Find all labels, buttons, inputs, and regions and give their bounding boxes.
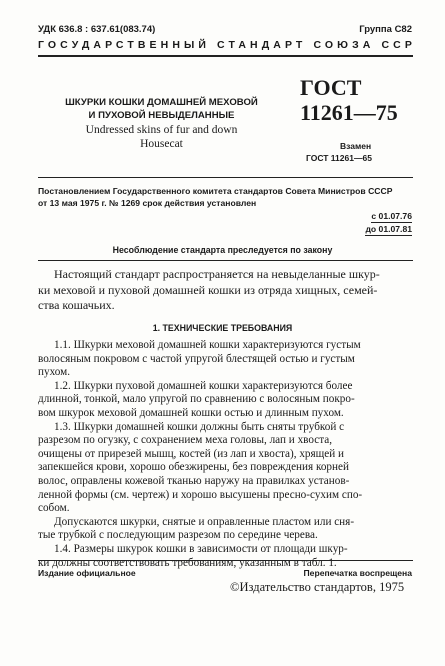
text-line: длинной, тонкой, мало упругой по сравнению с волосяным покро- [38,393,355,406]
legal-notice: Несоблюдение стандарта преследуется по закону [112,245,333,255]
text-line: пухом. [38,366,71,379]
text-line: ленной формы (см. чертеж) и хорошо высушены пресно-сухим спо- [38,488,363,501]
udk-code: УДК 636.8 : 637.61(083.74) [38,24,156,35]
intro-line: ства кошачьих. [38,298,115,313]
valid-from: с 01.07.76 [371,211,412,221]
title-en-line2: Housecat [140,138,183,150]
paragraph-extra [38,516,412,543]
title-rule [38,177,413,178]
gost-number: 11261—75 [300,100,398,125]
intro-line: ки меховой и пуховой домашней кошки из отряда хищных, семей- [38,282,378,297]
text-line: тые трубкой с последующим разрезом по середине черева. [38,529,318,542]
standard-heading: ГОСУДАРСТВЕННЫЙ СТАНДАРТ СОЮЗА ССР [38,39,416,51]
reprint-prohibited: Перепечатка воспрещена [303,568,412,578]
header-rule [38,55,413,57]
valid-to: до 01.07.81 [365,224,412,234]
text-line: 1.4. Размеры шкурок кошки в зависимости от площади шкур- [54,542,348,555]
paragraph-1-1 [38,339,412,380]
replaces-value: ГОСТ 11261—65 [306,153,372,163]
group-code: Группа С82 [359,24,412,35]
title-ru-line1: ШКУРКИ КОШКИ ДОМАШНЕЙ МЕХОВОЙ [65,97,258,108]
title-ru-line2: И ПУХОВОЙ НЕВЫДЕЛАННЫЕ [88,110,235,121]
decree-line2: от 13 мая 1975 г. № 1269 срок действия установлен [38,198,257,208]
title-en [54,123,269,151]
text-line: очищены от прирезей мышц, костей (из лап и хвоста), хрящей и [38,447,345,460]
text-line: собом. [38,502,70,515]
text-line: волос, оправлены кожевой тканью наружу на правилках установ- [38,474,350,487]
title-ru [54,96,269,122]
section-title: 1. ТЕХНИЧЕСКИЕ ТРЕБОВАНИЯ [152,323,293,333]
footer-rule [38,560,413,561]
intro-paragraph [38,267,412,314]
text-line: запекшейся крови, хорошо обезжирены, без повреждения корней [38,461,349,474]
text-line: 1.2. Шкурки пуховой домашней кошки характеризуются более [54,379,353,392]
text-line: вом шкурок меховой домашней кошки остью и длинным пухом. [38,406,344,419]
paragraph-1-3 [38,421,412,516]
text-line: 1.3. Шкурки домашней кошки должны быть сняты трубкой с [54,420,345,433]
official-edition: Издание официальное [38,568,136,578]
text-line: волосяным покровом с частой упругой блестящей остью и густым [38,352,355,365]
gost-label: ГОСТ [300,75,362,100]
section-body [38,339,412,570]
text-line: ки должны соответствовать требованиям, указанным в табл. 1. [38,556,337,569]
notice-rule [38,260,413,261]
replaces-label: Взамен [340,141,372,151]
copyright: ©Издательство стандартов, 1975 [230,580,405,594]
text-line: разрезом по огузку, с сохранением меха головы, лап и хвоста, [38,434,332,447]
text-line: 1.1. Шкурки меховой домашней кошки характеризуются густым [54,339,361,351]
title-en-line1: Undressed skins of fur and down [85,124,238,136]
intro-line: Настоящий стандарт распространяется на невыделанные шкур- [54,267,380,281]
paragraph-1-2 [38,380,412,421]
decree-text [38,185,392,209]
paragraph-1-4 [38,543,412,570]
text-line: Допускаются шкурки, снятые и оправленные пластом или сня- [54,515,355,528]
decree-line1: Постановлением Государственного комитета стандартов Совета Министров СССР [38,186,393,196]
